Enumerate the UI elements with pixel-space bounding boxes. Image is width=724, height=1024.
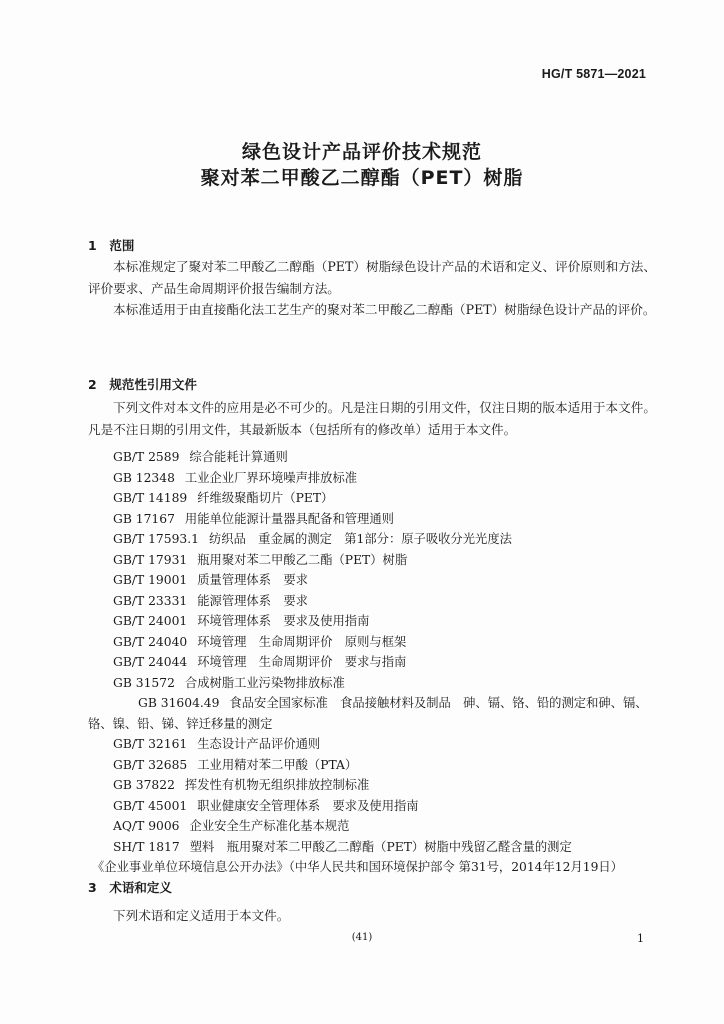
- reference-title: 企业安全生产标准化基本规范: [189, 819, 350, 833]
- reference-code: GB 12348: [113, 470, 175, 485]
- reference-item: [88, 468, 656, 489]
- reference-code: GB 37822: [113, 778, 175, 792]
- reference-item: [88, 591, 656, 612]
- reference-title: 合成树脂工业污染物排放标准: [184, 675, 345, 690]
- reference-title: 环境管理体系 要求及使用指南: [197, 614, 370, 628]
- reference-item: [88, 857, 656, 878]
- section-3-paragraph-1: 下列术语和定义适用于本文件。: [113, 908, 290, 923]
- reference-code: GB/T 14189: [113, 491, 188, 505]
- reference-title: 塑料 瓶用聚对苯二甲酸乙二醇酯（PET）树脂中残留乙醛含量的测定: [189, 839, 572, 854]
- reference-code: GB/T 45001: [113, 798, 188, 813]
- reference-title: 挥发性有机物无组织排放控制标准: [184, 778, 370, 792]
- reference-item: [88, 550, 656, 571]
- reference-item: [88, 796, 656, 817]
- reference-code: GB/T 19001: [113, 573, 188, 587]
- footer-sequence: (41): [351, 932, 373, 943]
- reference-code: AQ/T 9006: [113, 819, 180, 833]
- reference-item: [88, 652, 656, 673]
- reference-item: [88, 693, 656, 734]
- reference-item: [88, 816, 656, 837]
- section-2-paragraph-1: 下列文件对本文件的应用是必不可少的。凡是注日期的引用文件，仅注日期的版本适用于本文件。凡是不注日期的引用文件，其最新版本（包括所有的修改单）适用于本文件。: [88, 400, 656, 437]
- section-number: 2: [88, 377, 97, 392]
- section-title: 范围: [109, 238, 135, 253]
- reference-item: [88, 837, 656, 858]
- reference-code: GB/T 23331: [113, 593, 188, 608]
- reference-title: 职业健康安全管理体系 要求及使用指南: [197, 798, 419, 813]
- reference-code: GB/T 32685: [113, 757, 188, 772]
- reference-title: 《企业事业单位环境信息公开办法》（中华人民共和国环境保护部令 第31号，2014年12月19日）: [92, 860, 623, 874]
- reference-title: 纤维级聚酯切片（PET）: [197, 491, 334, 505]
- reference-title: 用能单位能源计量器具配备和管理通则: [184, 511, 394, 526]
- reference-title: 环境管理 生命周期评价 原则与框架: [197, 634, 407, 649]
- section-2-heading: [88, 375, 197, 393]
- section-number: 1: [88, 238, 97, 253]
- reference-item: [88, 509, 656, 530]
- section-number: 3: [88, 880, 97, 895]
- page-number: 1: [637, 932, 644, 945]
- section-3-heading: [88, 878, 172, 896]
- reference-title: 工业企业厂界环境噪声排放标准: [184, 470, 358, 485]
- reference-code: GB/T 17593.1: [113, 532, 199, 546]
- reference-item: [88, 611, 656, 632]
- reference-title: 环境管理 生命周期评价 要求与指南: [197, 655, 407, 669]
- reference-code: GB 31572: [113, 675, 175, 690]
- section-title: 术语和定义: [109, 880, 172, 895]
- section-title: 规范性引用文件: [109, 377, 197, 392]
- reference-title: 食品安全国家标准 食品接触材料及制品 砷、镉、铬、铅的测定和砷、镉、铬、镍、铅、锑、锌迁移量的测定: [88, 696, 648, 731]
- reference-item: [88, 734, 656, 755]
- reference-title: 纺织品 重金属的测定 第1部分：原子吸收分光光度法: [208, 532, 512, 546]
- reference-item: [88, 673, 656, 694]
- section-1-heading: [88, 236, 134, 254]
- reference-code: GB/T 24044: [113, 655, 188, 669]
- reference-item: [88, 488, 656, 509]
- standard-code: HG/T 5871—2021: [541, 67, 646, 81]
- reference-code: SH/T 1817: [113, 839, 180, 854]
- reference-item: [88, 447, 656, 468]
- reference-code: GB 17167: [113, 511, 175, 526]
- reference-item: [88, 632, 656, 653]
- normative-references-list: [88, 447, 656, 878]
- reference-item: [88, 775, 656, 796]
- reference-code: GB/T 24040: [113, 634, 188, 649]
- document-title-line-2: 聚对苯二甲酸乙二醇酯（PET）树脂: [200, 167, 524, 189]
- reference-title: 综合能耗计算通则: [189, 450, 288, 464]
- reference-title: 瓶用聚对苯二甲酸乙二酯（PET）树脂: [197, 552, 408, 567]
- reference-title: 质量管理体系 要求: [197, 573, 308, 587]
- document-title-line-1: 绿色设计产品评价技术规范: [241, 141, 482, 163]
- reference-code: GB/T 2589: [113, 450, 180, 464]
- reference-code: GB/T 32161: [113, 737, 188, 751]
- section-1-paragraph-2: 本标准适用于由直接酯化法工艺生产的聚对苯二甲酸乙二醇酯（PET）树脂绿色设计产品的评价。: [113, 302, 656, 317]
- reference-title: 生态设计产品评价通则: [197, 737, 321, 751]
- reference-title: 工业用精对苯二甲酸（PTA）: [197, 757, 358, 772]
- reference-code: GB/T 17931: [113, 552, 188, 567]
- reference-item: [88, 570, 656, 591]
- reference-title: 能源管理体系 要求: [197, 593, 308, 608]
- reference-item: [88, 529, 656, 550]
- reference-code: GB/T 24001: [113, 614, 188, 628]
- reference-code: GB 31604.49: [138, 696, 220, 710]
- section-1-paragraph-1: 本标准规定了聚对苯二甲酸乙二醇酯（PET）树脂绿色设计产品的术语和定义、评价原则和方法、评价要求、产品生命周期评价报告编制方法。: [88, 259, 656, 296]
- reference-item: [88, 755, 656, 776]
